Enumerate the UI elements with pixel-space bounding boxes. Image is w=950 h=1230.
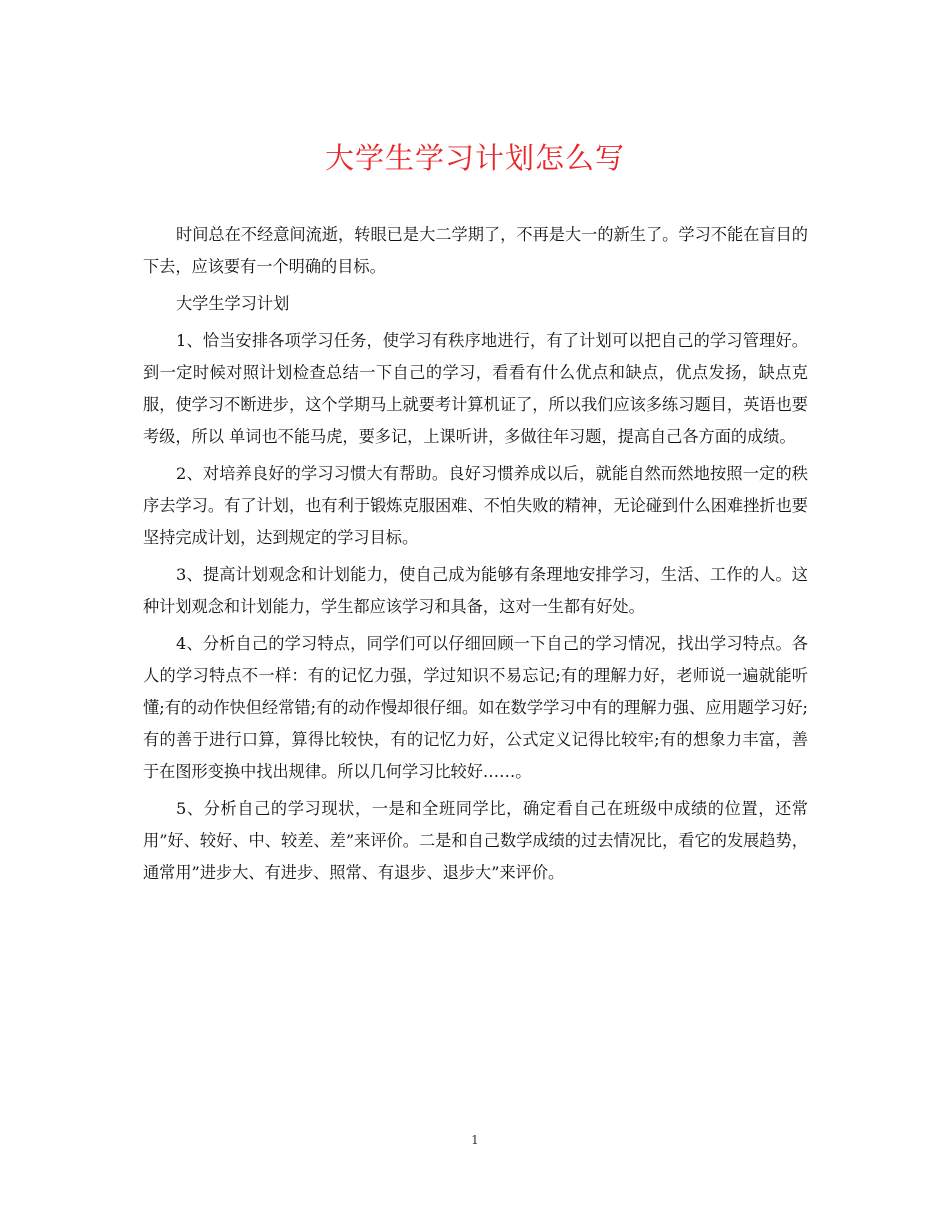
document-title: 大学生学习计划怎么写 [324,141,625,175]
plan-item-4: 4、分析自己的学习特点，同学们可以仔细回顾一下自己的学习情况，找出学习特点。各人的学习特点不一样：有的记忆力强，学过知识不易忘记;有的理解力好，老师说一遍就能听懂;有的动作快但经常错;有的动作慢却很仔细。如在数学学习中有的理解力强、应用题学习好;有的善于进行口算，算得比较快，有的记忆力好，公式定义记得比较牢;有的想象力丰富，善于在图形变换中找出规律。所以几何学习比较好……。 [143,634,808,781]
document-body [143,219,808,894]
page-number: 1 [471,1133,479,1147]
plan-item-5: 5、分析自己的学习现状，一是和全班同学比，确定看自己在班级中成绩的位置，还常用”好、较好、中、较差、差”来评价。二是和自己数学成绩的过去情况比，看它的发展趋势，通常用”进步大、有进步、照常、有退步、退步大”来评价。 [143,799,808,882]
plan-item-1: 1、恰当安排各项学习任务，使学习有秩序地进行，有了计划可以把自己的学习管理好。到一定时候对照计划检查总结一下自己的学习，看看有什么优点和缺点，优点发扬，缺点克服，使学习不断进步，这个学期马上就要考计算机证了，所以我们应该多练习题目，英语也要考级，所以 单词也不能马虎，要多记，上课听讲，多做往年习题，提高自己各方面的成绩。 [143,331,808,446]
plan-item-2: 2、对培养良好的学习习惯大有帮助。良好习惯养成以后，就能自然而然地按照一定的秩序去学习。有了计划，也有利于锻炼克服困难、不怕失败的精神，无论碰到什么困难挫折也要坚持完成计划，达到规定的学习目标。 [143,464,808,547]
intro-paragraph: 时间总在不经意间流逝，转眼已是大二学期了，不再是大一的新生了。学习不能在盲目的下去，应该要有一个明确的目标。 [143,225,808,276]
section-heading: 大学生学习计划 [176,294,290,313]
plan-item-3: 3、提高计划观念和计划能力，使自己成为能够有条理地安排学习，生活、工作的人。这种计划观念和计划能力，学生都应该学习和具备，这对一生都有好处。 [143,565,808,616]
